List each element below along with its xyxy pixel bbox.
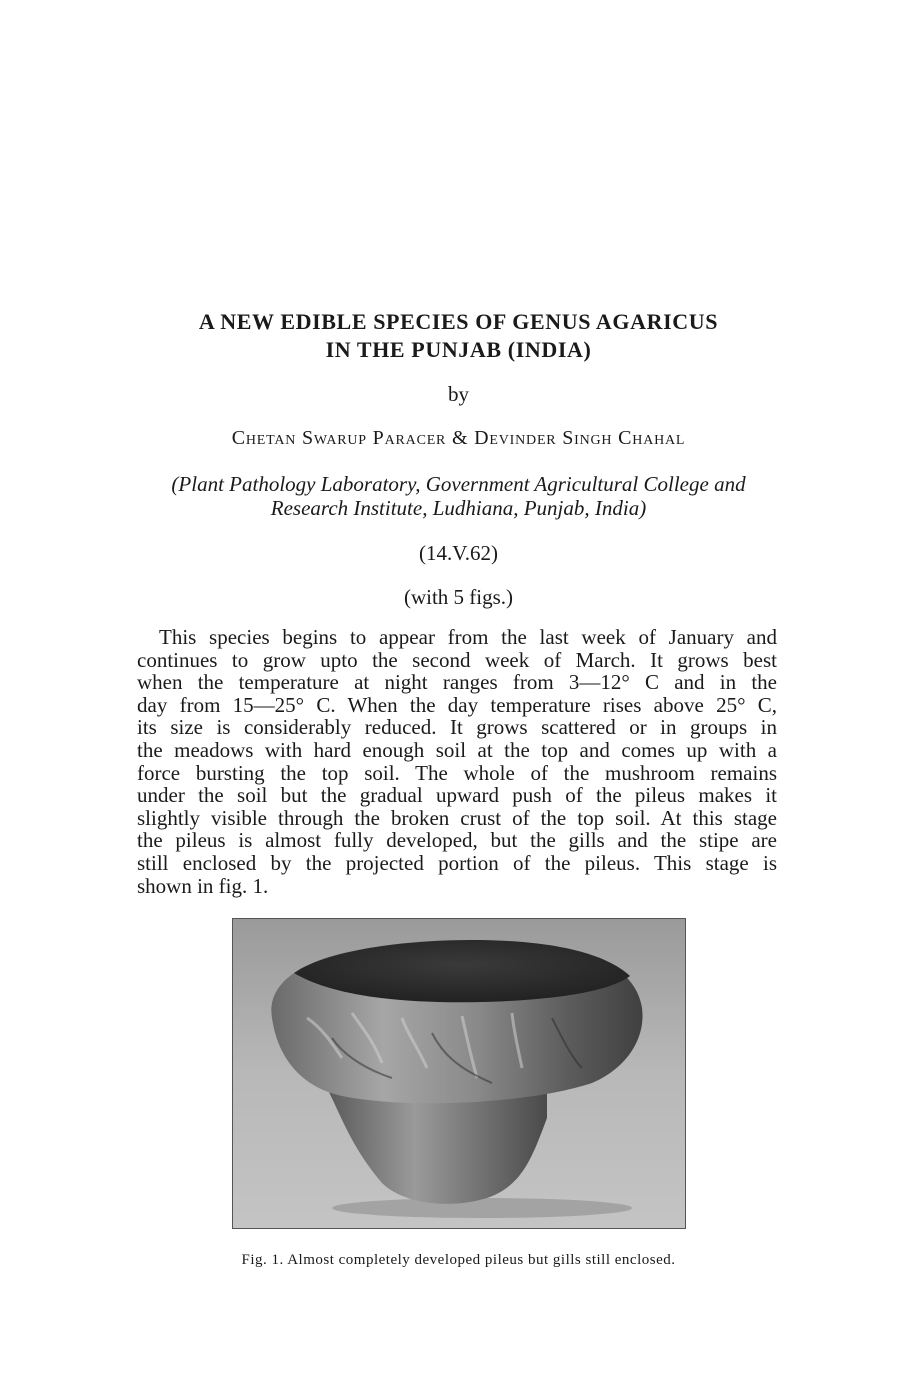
body-line: the meadows with hard enough soil at the top and comes up with a <box>137 737 777 762</box>
body-line: continues to grow upto the second week of March. It grows best <box>137 647 777 672</box>
paper-title <box>0 308 917 364</box>
body-line: This species begins to appear from the last week of January and <box>159 625 777 649</box>
submission-date: (14.V.62) <box>419 541 498 565</box>
body-line: its size is considerably reduced. It grows scattered or in groups in <box>137 715 777 740</box>
affiliation-line-2: Research Institute, Ludhiana, Punjab, India) <box>270 496 647 520</box>
title-line-1: A NEW EDIBLE SPECIES OF GENUS AGARICUS <box>198 309 719 334</box>
body-line: still enclosed by the projected portion of the pileus. This stage is <box>137 850 777 875</box>
body-line: under the soil but the gradual upward push of the pileus makes it <box>137 783 777 808</box>
byline: by <box>448 382 469 406</box>
body-line: slightly visible through the broken crust of the top soil. At this stage <box>137 805 777 830</box>
affiliation <box>0 472 917 520</box>
authors: Chetan Swarup Paracer & Devinder Singh Chahal <box>231 427 686 449</box>
title-line-2: IN THE PUNJAB (INDIA) <box>325 337 592 362</box>
body-line: when the temperature at night ranges from 3—12° C and in the <box>137 670 777 695</box>
figure-caption: Fig. 1. Almost completely developed pileus but gills still enclosed. <box>241 1252 676 1268</box>
body-line: the pileus is almost fully developed, but the gills and the stipe are <box>137 828 777 853</box>
body-line: shown in fig. 1. <box>137 873 269 898</box>
body-line: day from 15—25° C. When the day temperature rises above 25° C, <box>137 692 777 717</box>
body-line: force bursting the top soil. The whole of the mushroom remains <box>137 760 777 785</box>
figure-1-mushroom-photo <box>232 918 686 1229</box>
body-paragraph <box>137 626 777 897</box>
affiliation-line-1: (Plant Pathology Laboratory, Government Agricultural College and <box>171 472 746 496</box>
figures-note: (with 5 figs.) <box>403 585 514 609</box>
